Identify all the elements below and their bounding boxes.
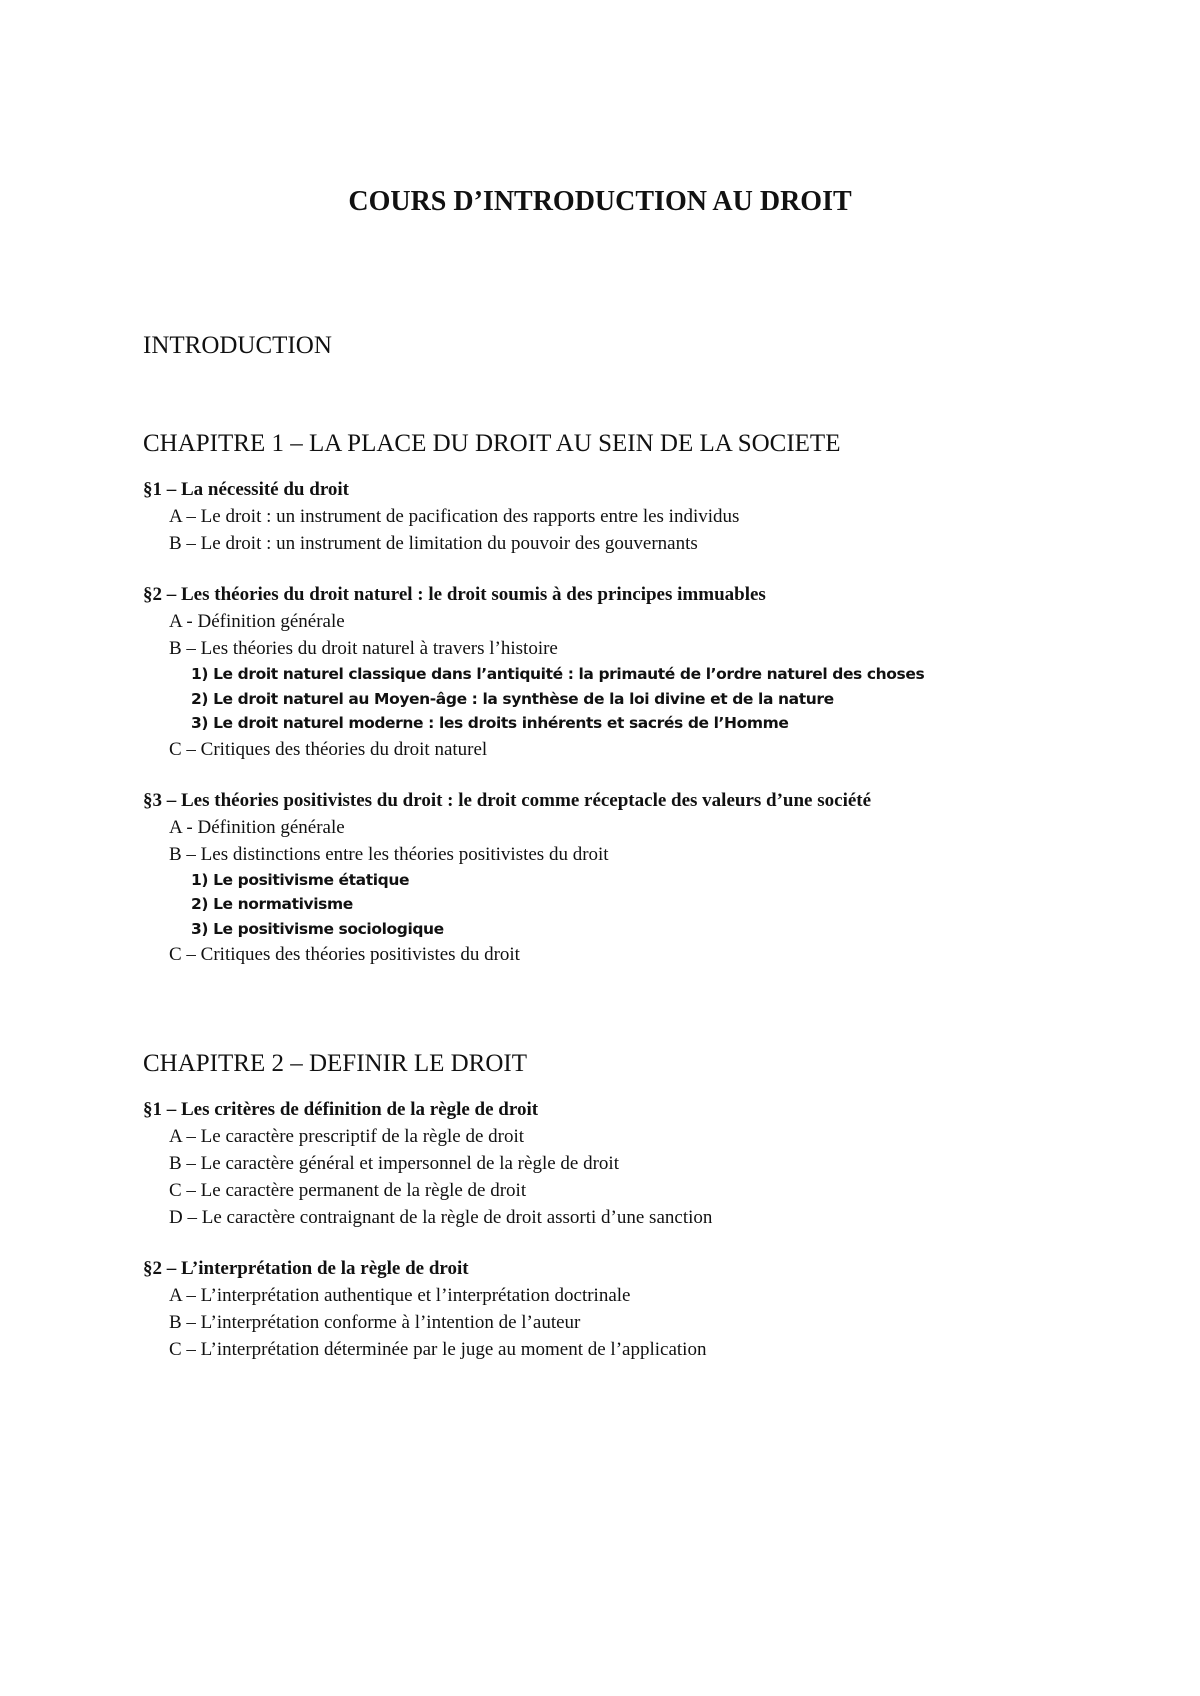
section-subitem: 3) Le droit naturel moderne : les droits inhérents et sacrés de l’Homme	[191, 714, 789, 732]
section-item: C – L’interprétation déterminée par le juge au moment de l’application	[169, 1339, 707, 1360]
section-title: §2 – L’interprétation de la règle de droit	[143, 1258, 469, 1279]
section-item: C – Critiques des théories du droit naturel	[169, 738, 488, 760]
section-item: B – Le droit : un instrument de limitation du pouvoir des gouvernants	[169, 533, 698, 554]
section-item: B – Le caractère général et impersonnel de la règle de droit	[169, 1153, 619, 1174]
section-subitem: 1) Le droit naturel classique dans l’antiquité : la primauté de l’ordre naturel des choses	[191, 665, 925, 683]
section-item: C – Le caractère permanent de la règle de droit	[169, 1180, 527, 1201]
section-subitem: 3) Le positivisme sociologique	[191, 919, 444, 938]
section-title: §2 – Les théories du droit naturel : le droit soumis à des principes immuables	[143, 584, 766, 605]
section-title: §1 – Les critères de définition de la règle de droit	[143, 1099, 539, 1120]
chapter-1-section-3	[143, 787, 1143, 969]
section-item: A – L’interprétation authentique et l’interprétation doctrinale	[169, 1285, 631, 1306]
chapter-1-section-1	[143, 476, 1143, 557]
section-item: C – Critiques des théories positivistes du droit	[169, 944, 520, 965]
chapter-1-section-2	[143, 581, 1143, 763]
chapter-2	[143, 1048, 1143, 1387]
section-subitem: 2) Le normativisme	[191, 895, 353, 913]
chapter-2-section-1	[143, 1096, 1143, 1231]
introduction-heading: INTRODUCTION	[143, 332, 332, 359]
section-item: B – L’interprétation conforme à l’intention de l’auteur	[169, 1312, 581, 1333]
section-item: B – Les distinctions entre les théories positivistes du droit	[169, 843, 609, 865]
section-item: A - Définition générale	[169, 611, 345, 632]
chapter-1	[143, 428, 1143, 992]
section-subitem: 1) Le positivisme étatique	[191, 870, 410, 889]
chapter-title: CHAPITRE 2 – DEFINIR LE DROIT	[143, 1050, 528, 1077]
section-item: A – Le caractère prescriptif de la règle de droit	[169, 1126, 525, 1147]
document-title: COURS D’INTRODUCTION AU DROIT	[348, 186, 852, 217]
section-item: A - Définition générale	[169, 816, 345, 838]
section-title: §1 – La nécessité du droit	[143, 479, 350, 500]
chapter-2-section-2	[143, 1255, 1143, 1363]
chapter-title: CHAPITRE 1 – LA PLACE DU DROIT AU SEIN DE LA SOCIETE	[143, 430, 841, 457]
section-item: B – Les théories du droit naturel à travers l’histoire	[169, 638, 558, 659]
section-subitem: 2) Le droit naturel au Moyen-âge : la synthèse de la loi divine et de la nature	[191, 689, 834, 708]
section-title: §3 – Les théories positivistes du droit : le droit comme réceptacle des valeurs d’une société	[143, 789, 872, 811]
section-item: D – Le caractère contraignant de la règle de droit assorti d’une sanction	[169, 1207, 713, 1228]
section-item: A – Le droit : un instrument de pacification des rapports entre les individus	[169, 506, 740, 527]
